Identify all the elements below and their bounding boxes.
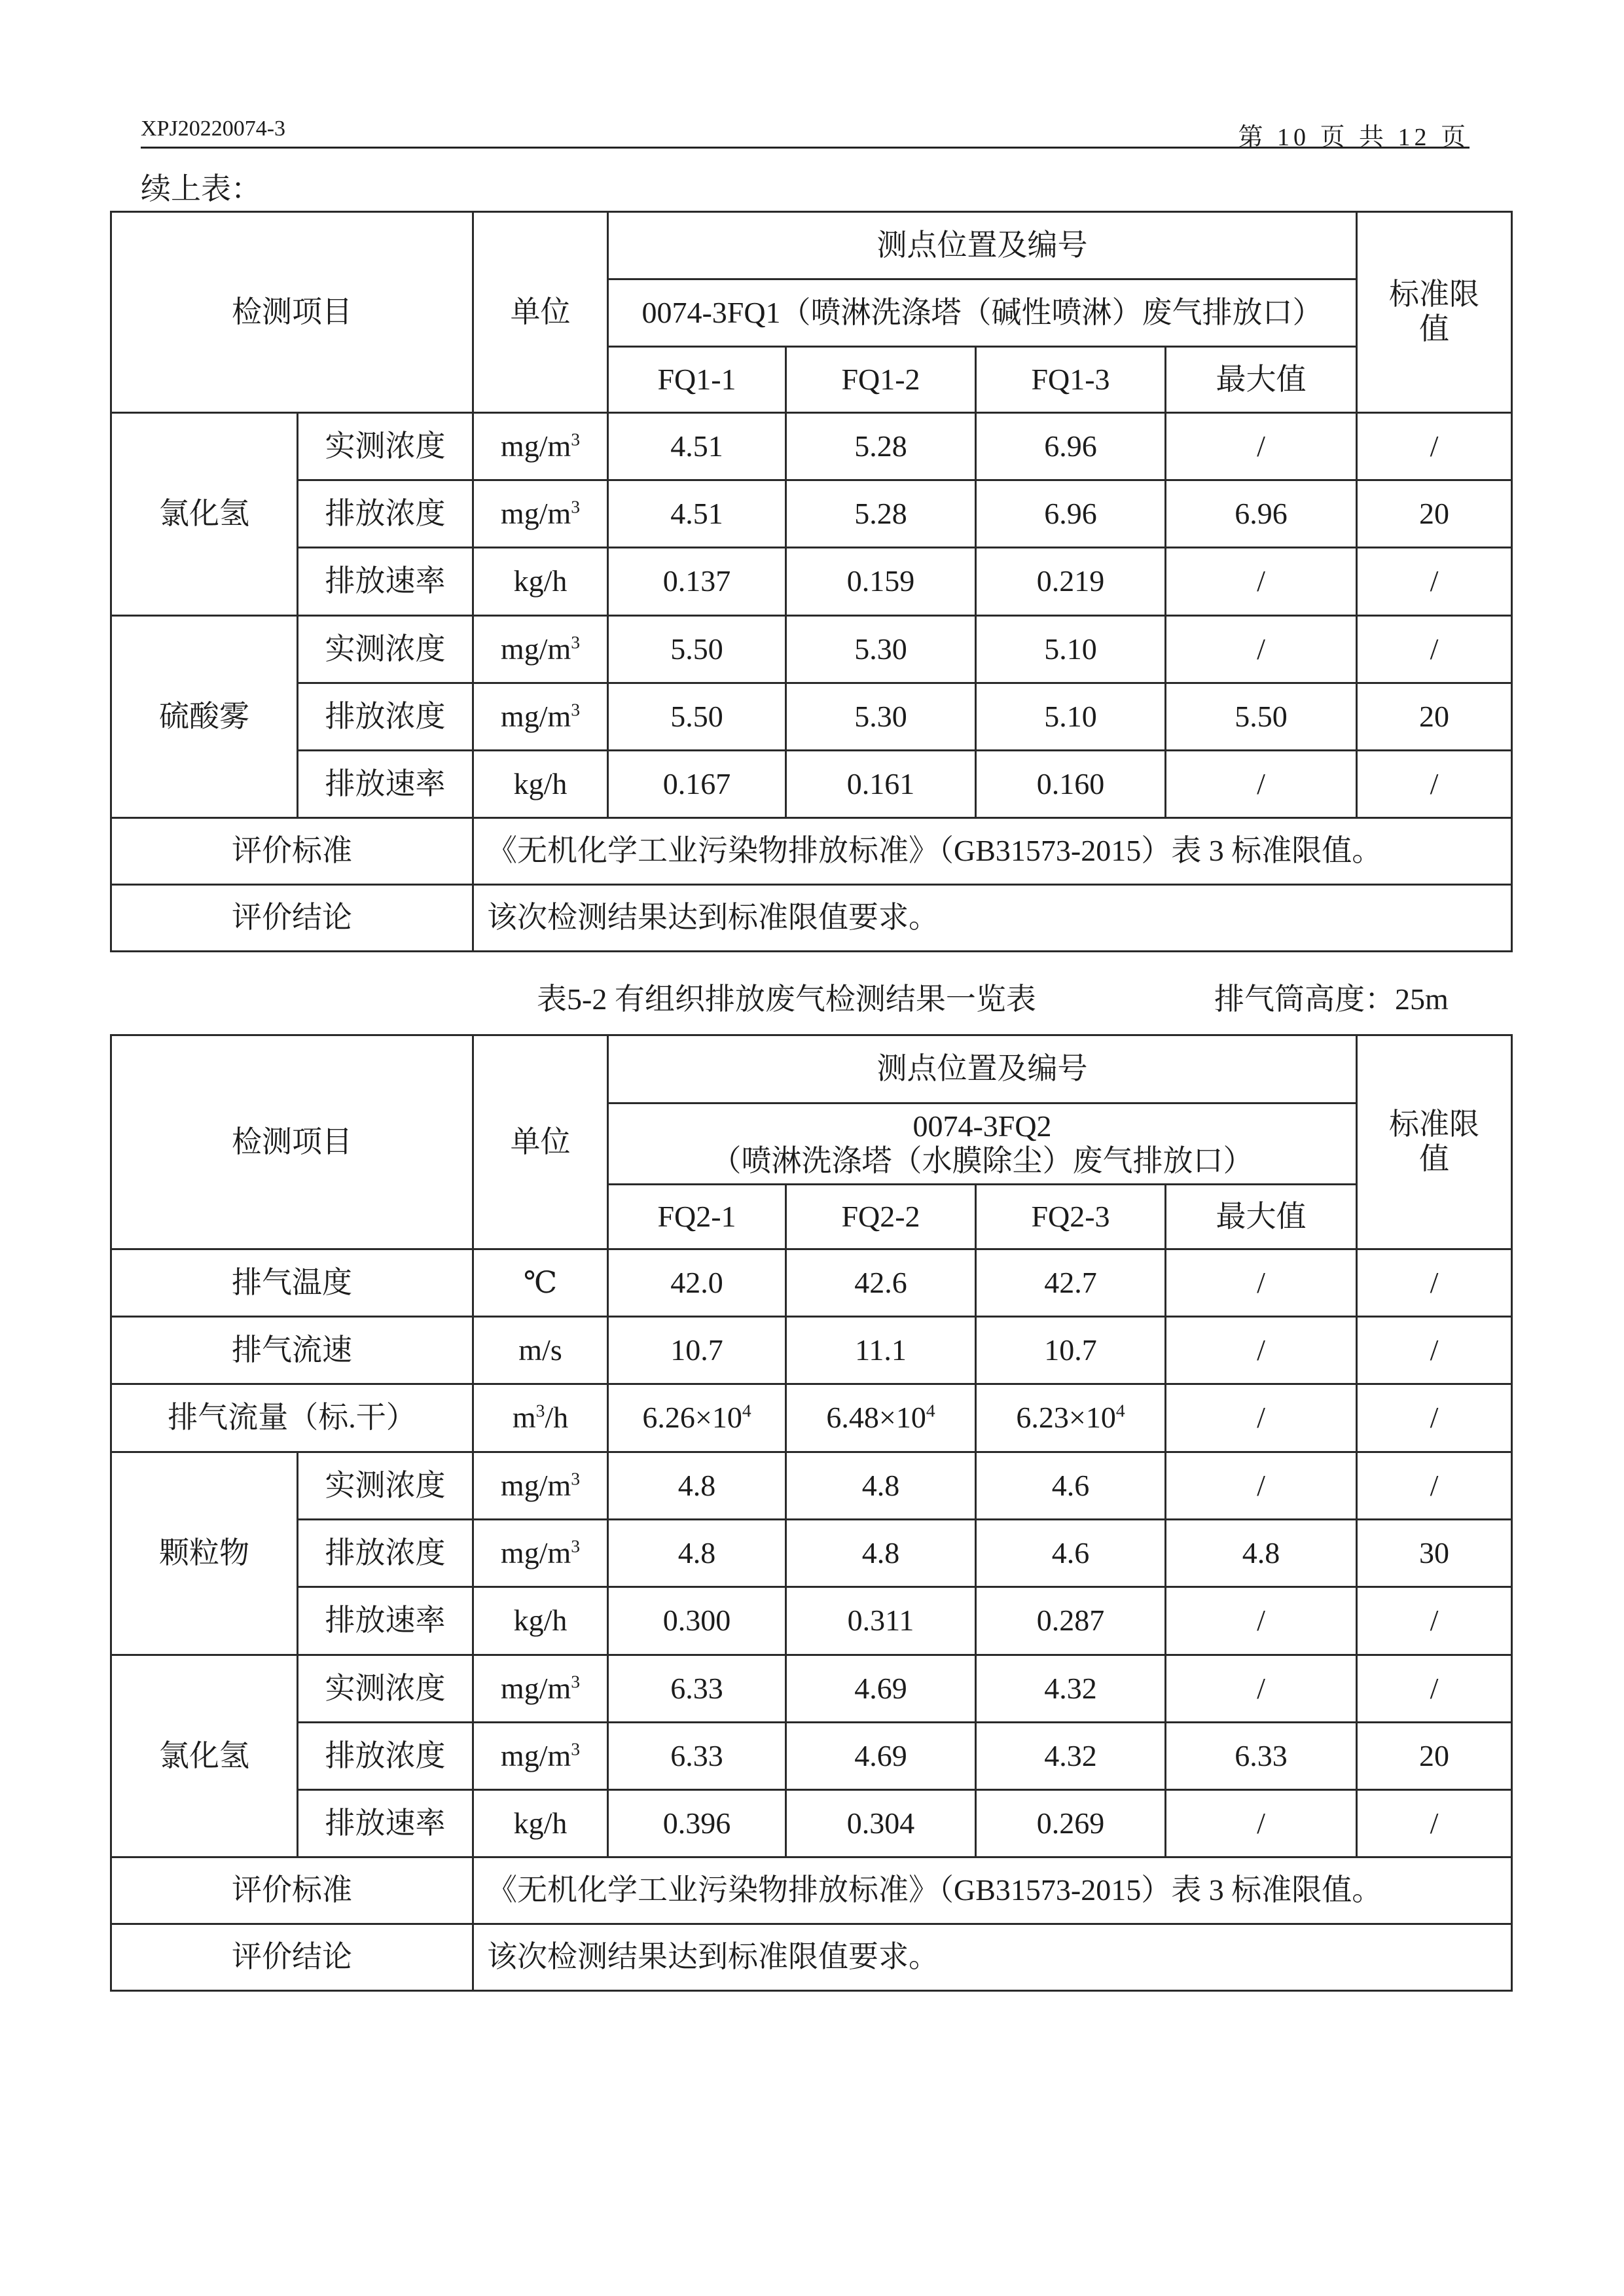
col-header: FQ1-3	[976, 347, 1166, 413]
param-name: 排放速率	[298, 1587, 473, 1655]
param-name: 实测浓度	[298, 1452, 473, 1520]
max-cell: /	[1166, 548, 1357, 616]
value-cell: 5.30	[786, 683, 976, 751]
pollutant-name: 硫酸雾	[111, 616, 298, 818]
limit-cell: /	[1357, 1249, 1512, 1317]
unit-cell: ℃	[473, 1249, 608, 1317]
param-name: 排气温度	[111, 1249, 473, 1317]
limit-header: 标准限值	[1357, 1035, 1512, 1249]
value-cell: 10.7	[976, 1317, 1166, 1384]
param-name: 实测浓度	[298, 1655, 473, 1723]
eval-standard-text: 《无机化学工业污染物排放标准》（GB31573-2015）表 3 标准限值。	[473, 818, 1512, 885]
col-header: FQ1-2	[786, 347, 976, 413]
value-cell: 4.32	[976, 1655, 1166, 1723]
max-cell: /	[1166, 1790, 1357, 1857]
value-cell: 4.69	[786, 1723, 976, 1790]
param-name: 排放浓度	[298, 1723, 473, 1790]
value-cell: $6.23\times 10^4$	[976, 1384, 1166, 1452]
page-number: 第 10 页 共 12 页	[1238, 124, 1470, 151]
limit-header: 标准限值	[1357, 212, 1512, 413]
value-cell: 5.28	[786, 413, 976, 480]
col-header: FQ1-1	[608, 347, 786, 413]
value-cell: 5.50	[608, 683, 786, 751]
param-name: 排气流速	[111, 1317, 473, 1384]
location-name	[608, 1103, 1357, 1185]
max-cell: /	[1166, 413, 1357, 480]
limit-cell: 30	[1357, 1520, 1512, 1587]
continued-label: 续上表：	[141, 172, 261, 206]
value-cell: 0.396	[608, 1790, 786, 1857]
value-cell: 0.304	[786, 1790, 976, 1857]
value-cell: 5.28	[786, 480, 976, 548]
item-header: 检测项目	[111, 212, 473, 413]
location-code: 0074-3FQ2	[912, 1109, 1052, 1143]
param-name: 排气流量（标.干）	[111, 1384, 473, 1452]
unit-cell: $mg/m^3$	[473, 480, 608, 548]
unit-header: 单位	[473, 1035, 608, 1249]
max-cell: /	[1166, 1452, 1357, 1520]
location-desc: （喷淋洗涤塔（水膜除尘）废气排放口）	[711, 1143, 1254, 1177]
value-cell: 0.269	[976, 1790, 1166, 1857]
limit-cell: /	[1357, 1790, 1512, 1857]
unit-cell: m/s	[473, 1317, 608, 1384]
limit-cell: 20	[1357, 1723, 1512, 1790]
value-cell: 5.50	[608, 616, 786, 683]
param-name: 排放速率	[298, 548, 473, 616]
limit-cell: /	[1357, 751, 1512, 818]
value-cell: 0.159	[786, 548, 976, 616]
limit-cell: /	[1357, 1384, 1512, 1452]
unit-cell: $mg/m^3$	[473, 1452, 608, 1520]
location-header: 测点位置及编号	[608, 212, 1357, 279]
limit-cell: /	[1357, 1452, 1512, 1520]
table2-caption: 表5-2 有组织排放废气检测结果一览表	[537, 982, 1036, 1016]
value-cell: 0.219	[976, 548, 1166, 616]
unit-cell: $m^3/h$	[473, 1384, 608, 1452]
eval-conclusion-text: 该次检测结果达到标准限值要求。	[473, 1924, 1512, 1991]
value-cell: 5.10	[976, 683, 1166, 751]
unit-header: 单位	[473, 212, 608, 413]
value-cell: $6.48\times 10^4$	[786, 1384, 976, 1452]
value-cell: 42.7	[976, 1249, 1166, 1317]
value-cell: 5.30	[786, 616, 976, 683]
unit-cell: kg/h	[473, 1790, 608, 1857]
col-header: FQ2-2	[786, 1185, 976, 1249]
max-cell: 6.96	[1166, 480, 1357, 548]
param-name: 排放浓度	[298, 1520, 473, 1587]
t2-group-particulate	[111, 1452, 1512, 1655]
col-header: 最大值	[1166, 1185, 1357, 1249]
emission-table-fq1	[110, 211, 1513, 952]
t1-group-hcl	[111, 413, 1512, 616]
param-name: 实测浓度	[298, 413, 473, 480]
unit-cell: $mg/m^3$	[473, 1723, 608, 1790]
limit-cell: /	[1357, 413, 1512, 480]
value-cell: 4.8	[608, 1520, 786, 1587]
location-header: 测点位置及编号	[608, 1035, 1357, 1103]
max-cell: /	[1166, 1587, 1357, 1655]
max-cell: /	[1166, 1655, 1357, 1723]
value-cell: 4.6	[976, 1520, 1166, 1587]
report-number: XPJ20220074-3	[141, 117, 286, 141]
value-cell: 42.6	[786, 1249, 976, 1317]
eval-standard-label: 评价标准	[111, 818, 473, 885]
max-cell: 5.50	[1166, 683, 1357, 751]
t2-group-hcl	[111, 1655, 1512, 1857]
value-cell: 42.0	[608, 1249, 786, 1317]
param-name: 排放速率	[298, 751, 473, 818]
value-cell: 11.1	[786, 1317, 976, 1384]
param-name: 实测浓度	[298, 616, 473, 683]
unit-cell: $mg/m^3$	[473, 1655, 608, 1723]
value-cell: 4.69	[786, 1655, 976, 1723]
emission-table-fq2	[110, 1034, 1513, 1992]
value-cell: 4.32	[976, 1723, 1166, 1790]
limit-cell: /	[1357, 616, 1512, 683]
pollutant-name: 颗粒物	[111, 1452, 298, 1655]
max-cell: /	[1166, 1384, 1357, 1452]
limit-cell: 20	[1357, 480, 1512, 548]
limit-cell: /	[1357, 1655, 1512, 1723]
unit-cell: $mg/m^3$	[473, 683, 608, 751]
unit-cell: kg/h	[473, 751, 608, 818]
value-cell: 0.161	[786, 751, 976, 818]
value-cell: 10.7	[608, 1317, 786, 1384]
location-name: 0074-3FQ1（喷淋洗涤塔（碱性喷淋）废气排放口）	[608, 279, 1357, 347]
col-header: 最大值	[1166, 347, 1357, 413]
eval-conclusion-text: 该次检测结果达到标准限值要求。	[473, 885, 1512, 952]
value-cell: 4.51	[608, 413, 786, 480]
eval-standard-text: 《无机化学工业污染物排放标准》（GB31573-2015）表 3 标准限值。	[473, 1857, 1512, 1924]
unit-cell: $mg/m^3$	[473, 413, 608, 480]
limit-cell: /	[1357, 548, 1512, 616]
eval-standard-label: 评价标准	[111, 1857, 473, 1924]
param-name: 排放浓度	[298, 683, 473, 751]
max-cell: /	[1166, 616, 1357, 683]
value-cell: 6.33	[608, 1723, 786, 1790]
value-cell: $6.26\times 10^4$	[608, 1384, 786, 1452]
value-cell: 4.8	[608, 1452, 786, 1520]
stack-height: 排气筒高度：25m	[1214, 982, 1449, 1016]
pollutant-name: 氯化氢	[111, 1655, 298, 1857]
max-cell: /	[1166, 1249, 1357, 1317]
max-cell: /	[1166, 1317, 1357, 1384]
item-header: 检测项目	[111, 1035, 473, 1249]
value-cell: 4.8	[786, 1452, 976, 1520]
t1-group-sulfuric-mist	[111, 616, 1512, 818]
max-cell: /	[1166, 751, 1357, 818]
value-cell: 0.287	[976, 1587, 1166, 1655]
value-cell: 4.6	[976, 1452, 1166, 1520]
limit-cell: /	[1357, 1587, 1512, 1655]
col-header: FQ2-1	[608, 1185, 786, 1249]
param-name: 排放浓度	[298, 480, 473, 548]
value-cell: 0.311	[786, 1587, 976, 1655]
value-cell: 6.96	[976, 480, 1166, 548]
unit-cell: $mg/m^3$	[473, 1520, 608, 1587]
col-header: FQ2-3	[976, 1185, 1166, 1249]
limit-cell: /	[1357, 1317, 1512, 1384]
eval-conclusion-label: 评价结论	[111, 885, 473, 952]
value-cell: 0.137	[608, 548, 786, 616]
value-cell: 4.8	[786, 1520, 976, 1587]
page-header	[141, 113, 1470, 149]
value-cell: 0.300	[608, 1587, 786, 1655]
value-cell: 6.96	[976, 413, 1166, 480]
eval-conclusion-label: 评价结论	[111, 1924, 473, 1991]
limit-cell: 20	[1357, 683, 1512, 751]
value-cell: 6.33	[608, 1655, 786, 1723]
value-cell: 0.167	[608, 751, 786, 818]
pollutant-name: 氯化氢	[111, 413, 298, 616]
unit-cell: kg/h	[473, 548, 608, 616]
param-name: 排放速率	[298, 1790, 473, 1857]
unit-cell: kg/h	[473, 1587, 608, 1655]
unit-cell: $mg/m^3$	[473, 616, 608, 683]
max-cell: 4.8	[1166, 1520, 1357, 1587]
value-cell: 4.51	[608, 480, 786, 548]
max-cell: 6.33	[1166, 1723, 1357, 1790]
value-cell: 5.10	[976, 616, 1166, 683]
value-cell: 0.160	[976, 751, 1166, 818]
